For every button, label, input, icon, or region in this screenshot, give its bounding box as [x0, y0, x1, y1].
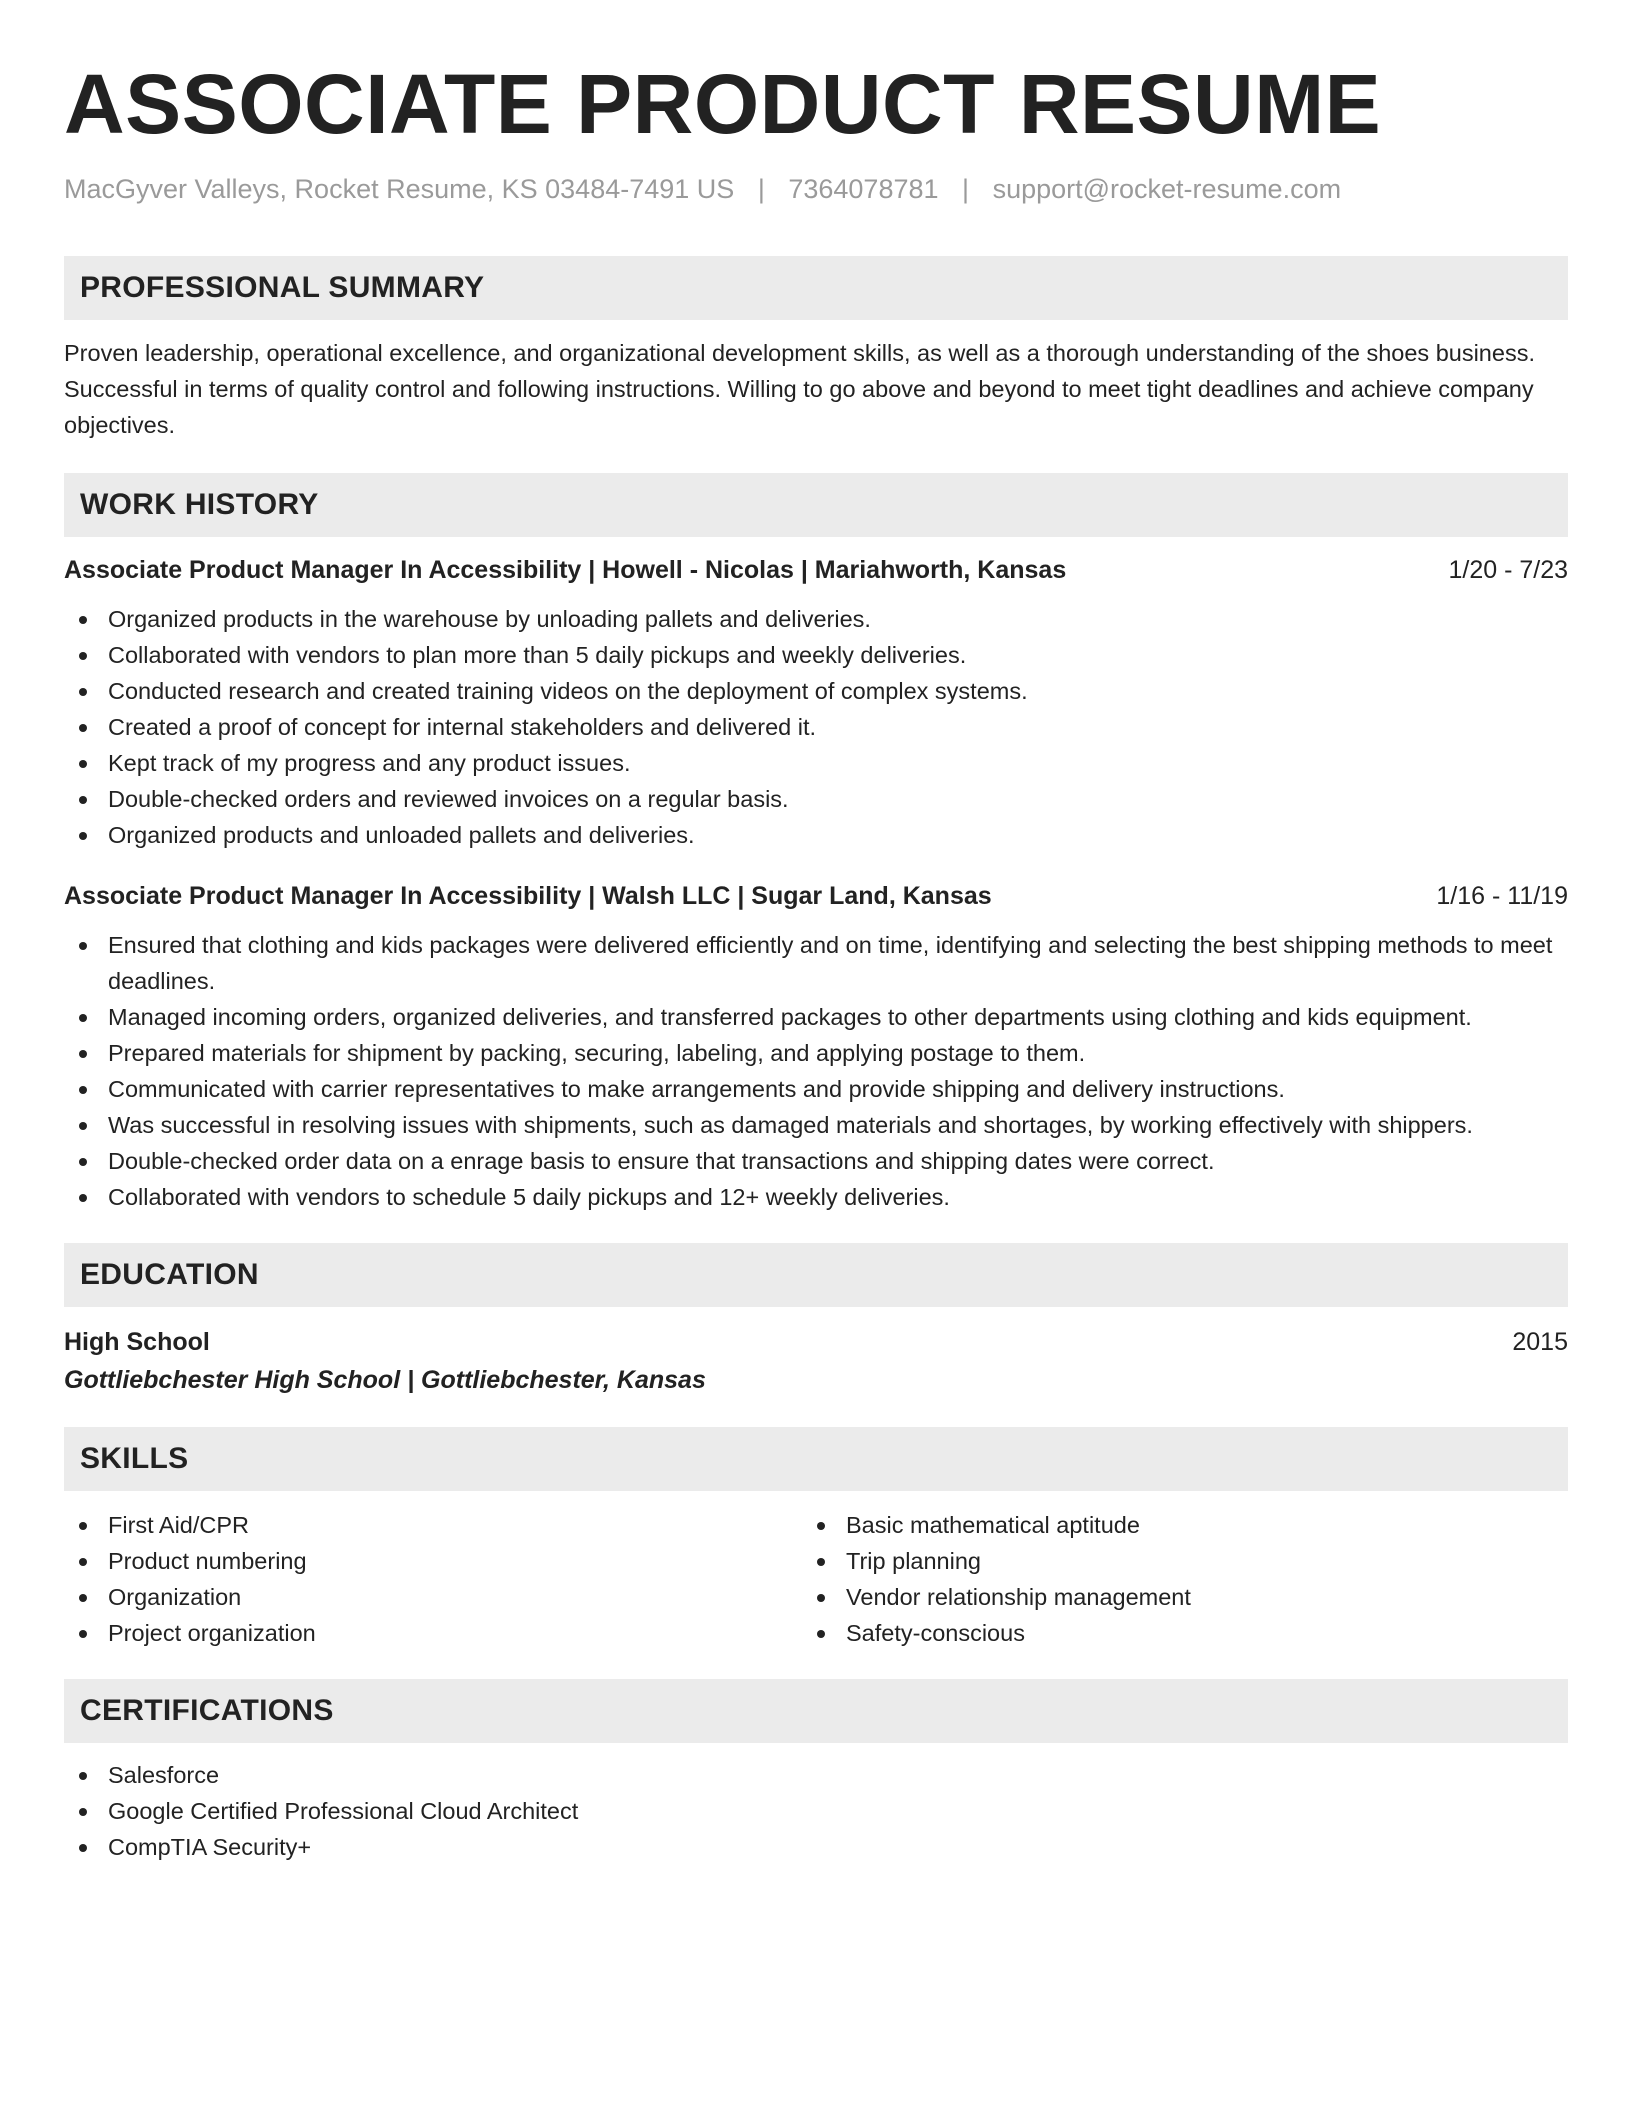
skills-list	[802, 1507, 1540, 1651]
contact-email: support@rocket-resume.com	[992, 174, 1342, 204]
section-header-education: EDUCATION	[64, 1243, 1568, 1307]
skills-list	[64, 1507, 802, 1651]
list-item: Salesforce	[64, 1757, 1568, 1793]
contact-address: MacGyver Valleys, Rocket Resume, KS 03484-7491 US	[64, 174, 735, 204]
list-item: Google Certified Professional Cloud Architect	[64, 1793, 1568, 1829]
skills-column-left	[64, 1507, 802, 1651]
job-bullets	[64, 601, 1568, 853]
list-item: Kept track of my progress and any product issues.	[64, 745, 1568, 781]
summary-text: Proven leadership, operational excellence, and organizational development skills, as well as a thorough understanding of the shoes business. Successful in terms of quality control and following instructions. Willing to go above and beyond to meet tight deadlines and achieve company objectives.	[64, 340, 1535, 438]
resume-title: ASSOCIATE PRODUCT RESUME	[64, 57, 1382, 151]
job-header	[64, 553, 1568, 587]
contact-separator: |	[962, 174, 970, 204]
education-row	[64, 1325, 1568, 1359]
list-item: Project organization	[64, 1615, 802, 1651]
list-item: Double-checked orders and reviewed invoices on a regular basis.	[64, 781, 1568, 817]
contact-phone: 7364078781	[788, 174, 939, 204]
education-year: 2015	[1512, 1328, 1568, 1356]
list-item: First Aid/CPR	[64, 1507, 802, 1543]
list-item: Safety-conscious	[802, 1615, 1540, 1651]
contact-line	[64, 172, 1568, 206]
list-item: Communicated with carrier representatives to make arrangements and provide shipping and delivery instructions.	[64, 1071, 1568, 1107]
job-bullets	[64, 927, 1568, 1215]
certifications-list	[64, 1757, 1568, 1865]
section-header-summary: PROFESSIONAL SUMMARY	[64, 256, 1568, 320]
job-title: Associate Product Manager In Accessibility | Howell - Nicolas | Mariahworth, Kansas	[64, 556, 1067, 584]
list-item: Conducted research and created training videos on the deployment of complex systems.	[64, 673, 1568, 709]
job-dates: 1/20 - 7/23	[1448, 556, 1568, 584]
list-item: Vendor relationship management	[802, 1579, 1540, 1615]
contact-separator: |	[757, 174, 765, 204]
education-school: Gottliebchester High School | Gottliebchester, Kansas	[64, 1366, 706, 1394]
education-degree: High School	[64, 1328, 210, 1356]
section-header-skills: SKILLS	[64, 1427, 1568, 1491]
list-item: Collaborated with vendors to schedule 5 daily pickups and 12+ weekly deliveries.	[64, 1179, 1568, 1215]
skills-column-right	[802, 1507, 1540, 1651]
job-dates: 1/16 - 11/19	[1436, 882, 1568, 910]
list-item: Product numbering	[64, 1543, 802, 1579]
list-item: Basic mathematical aptitude	[802, 1507, 1540, 1543]
list-item: Created a proof of concept for internal stakeholders and delivered it.	[64, 709, 1568, 745]
section-header-certifications: CERTIFICATIONS	[64, 1679, 1568, 1743]
section-header-work-history: WORK HISTORY	[64, 473, 1568, 537]
list-item: Double-checked order data on a enrage basis to ensure that transactions and shipping dates were correct.	[64, 1143, 1568, 1179]
list-item: Collaborated with vendors to plan more than 5 daily pickups and weekly deliveries.	[64, 637, 1568, 673]
list-item: Prepared materials for shipment by packing, securing, labeling, and applying postage to them.	[64, 1035, 1568, 1071]
list-item: Managed incoming orders, organized deliveries, and transferred packages to other departments using clothing and kids equipment.	[64, 999, 1568, 1035]
list-item: CompTIA Security+	[64, 1829, 1568, 1865]
list-item: Trip planning	[802, 1543, 1540, 1579]
list-item: Organization	[64, 1579, 802, 1615]
list-item: Was successful in resolving issues with shipments, such as damaged materials and shortages, by working effectively with shippers.	[64, 1107, 1568, 1143]
list-item: Organized products in the warehouse by unloading pallets and deliveries.	[64, 601, 1568, 637]
job-title: Associate Product Manager In Accessibility | Walsh LLC | Sugar Land, Kansas	[64, 882, 992, 910]
skills-columns	[64, 1507, 1568, 1651]
job-header	[64, 879, 1568, 913]
list-item: Organized products and unloaded pallets and deliveries.	[64, 817, 1568, 853]
list-item: Ensured that clothing and kids packages were delivered efficiently and on time, identifying and selecting the best shipping methods to meet deadlines.	[64, 927, 1568, 999]
